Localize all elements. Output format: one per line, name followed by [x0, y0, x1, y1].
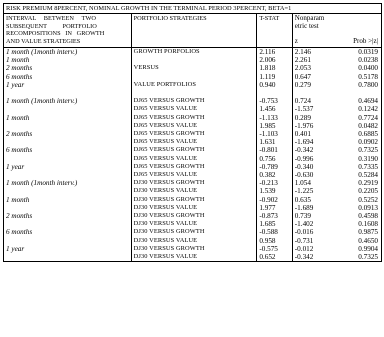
table-row	[4, 171, 382, 179]
tstat-cell: 0.958	[257, 237, 292, 245]
table-body	[4, 48, 382, 262]
prob-cell: 0.4694	[337, 97, 382, 105]
period-cell: 1 year	[4, 245, 132, 253]
z-cell: -1.225	[294, 187, 314, 196]
tstat-cell: -0.789	[257, 163, 292, 171]
period-cell: 1 month	[4, 114, 132, 122]
table-row	[4, 97, 382, 105]
z-cell: 0.289	[294, 113, 311, 122]
tstat-cell: 2.006	[257, 56, 292, 64]
table-title-row	[4, 4, 382, 14]
tstat-cell: 1.119	[257, 73, 292, 81]
strategy-cell	[131, 73, 257, 81]
prob-cell: 0.3190	[337, 155, 382, 163]
tstat-cell: 2.116	[257, 48, 292, 57]
table-row	[4, 179, 382, 187]
tstat-cell: -0.801	[257, 146, 292, 154]
z-cell: -1.537	[294, 105, 314, 114]
prob-cell: 0.9875	[337, 228, 382, 236]
period-cell: 2 months	[4, 64, 132, 72]
z-cell: -0.731	[294, 236, 314, 245]
tstat-cell: -0.213	[257, 179, 292, 187]
table-row	[4, 253, 382, 262]
prob-cell: 0.4598	[337, 212, 382, 220]
header-interval-line: SUBSEQUENT PORTFOLIO	[6, 22, 97, 30]
prob-cell: 0.0400	[337, 64, 382, 72]
tstat-cell: 1.977	[257, 204, 292, 212]
table-row	[4, 48, 382, 57]
tstat-cell: 0.940	[257, 81, 292, 89]
z-cell: 2.261	[294, 56, 311, 65]
z-cell: -1.402	[294, 220, 314, 229]
table-row	[4, 228, 382, 236]
strategy-cell: DJ65 VERSUS VALUE	[131, 105, 257, 113]
period-cell: 1 month	[4, 56, 132, 64]
header-interval-line: INTERVAL BETWEEN TWO	[6, 15, 96, 22]
z-cell: 2.146	[294, 48, 311, 56]
table-row	[4, 196, 382, 204]
strategy-cell: DJ30 VERSUS VALUE	[131, 204, 257, 212]
table-row	[4, 56, 382, 64]
tstat-cell: -1.133	[257, 114, 292, 122]
period-cell: 1 year	[4, 163, 132, 171]
period-cell	[4, 220, 132, 228]
period-cell	[4, 237, 132, 245]
header-z: z	[294, 37, 298, 46]
tstat-cell: 1.985	[257, 122, 292, 130]
z-cell: -0.996	[294, 154, 314, 163]
table-row	[4, 81, 382, 89]
z-cell	[292, 89, 337, 97]
table-row	[4, 237, 382, 245]
prob-cell	[337, 89, 382, 97]
z-cell: 0.724	[294, 97, 311, 106]
prob-cell: 0.1608	[337, 220, 382, 228]
tstat-cell: 1.539	[257, 187, 292, 195]
prob-cell: 0.0902	[337, 138, 382, 146]
period-cell	[4, 138, 132, 146]
prob-cell: 0.2919	[337, 179, 382, 187]
header-strategies: PORTFOLIO STRATEGIES	[131, 14, 257, 48]
table-row	[4, 220, 382, 228]
period-cell: 6 months	[4, 228, 132, 236]
z-cell: -0.342	[294, 146, 314, 155]
prob-cell: 0.2205	[337, 187, 382, 195]
table-row	[4, 204, 382, 212]
table-row	[4, 163, 382, 171]
z-cell: -1.694	[294, 138, 314, 147]
table-row	[4, 122, 382, 130]
header-interval-line: AND VALUE STRATEGIES	[6, 37, 81, 45]
z-cell: 1.054	[294, 179, 311, 188]
table-row	[4, 187, 382, 195]
prob-cell: 0.0238	[337, 56, 382, 64]
strategy-cell: DJ30 VERSUS GROWTH	[131, 228, 257, 236]
z-cell: -0.016	[294, 228, 314, 237]
period-cell: 1 month (1month interv.)	[4, 97, 132, 105]
header-nonparametric-line2: etric test	[294, 21, 319, 30]
table-row	[4, 73, 382, 81]
prob-cell: 0.7325	[337, 146, 382, 154]
tstat-cell: 0.652	[257, 253, 292, 262]
prob-cell: 0.5252	[337, 196, 382, 204]
strategy-cell: DJ30 VERSUS GROWTH	[131, 212, 257, 220]
prob-cell: 0.0913	[337, 204, 382, 212]
strategy-cell: DJ65 VERSUS VALUE	[131, 138, 257, 146]
z-cell: -0.630	[294, 171, 314, 180]
z-cell: -1.976	[294, 121, 314, 130]
z-cell: -0.012	[294, 244, 314, 253]
period-cell	[4, 89, 132, 97]
tstat-cell: 1.818	[257, 64, 292, 72]
tstat-cell: -0.902	[257, 196, 292, 204]
prob-cell: 0.9904	[337, 245, 382, 253]
tstat-cell: 1.456	[257, 105, 292, 113]
z-cell: -0.340	[294, 162, 314, 171]
strategy-cell: DJ65 VERSUS GROWTH	[131, 114, 257, 122]
strategy-cell: DJ65 VERSUS VALUE	[131, 171, 257, 179]
strategy-cell	[131, 89, 257, 97]
results-table	[3, 3, 382, 262]
table-row	[4, 245, 382, 253]
strategy-cell: VALUE PORTFOLIOS	[131, 81, 257, 89]
period-cell: 1 month (1month interv.)	[4, 179, 132, 187]
table-row	[4, 105, 382, 113]
z-cell: 0.401	[294, 130, 311, 139]
strategy-cell: DJ65 VERSUS VALUE	[131, 122, 257, 130]
prob-cell: 0.7800	[337, 81, 382, 89]
strategy-cell: DJ30 VERSUS VALUE	[131, 237, 257, 245]
header-nonparametric	[292, 14, 381, 48]
period-cell	[4, 155, 132, 163]
prob-cell: 0.5178	[337, 73, 382, 81]
z-cell: 2.053	[294, 64, 311, 73]
header-tstat: T-STAT	[257, 14, 292, 48]
period-cell	[4, 105, 132, 113]
period-cell: 1 month	[4, 196, 132, 204]
period-cell: 2 months	[4, 212, 132, 220]
table-row	[4, 155, 382, 163]
strategy-cell: DJ30 VERSUS VALUE	[131, 220, 257, 228]
period-cell	[4, 253, 132, 262]
table-row	[4, 89, 382, 97]
z-cell: 0.635	[294, 195, 311, 204]
tstat-cell: 1.631	[257, 138, 292, 146]
strategy-cell: DJ30 VERSUS GROWTH	[131, 245, 257, 253]
header-interval-line: RECOMPOSITIONS IN GROWTH	[6, 30, 105, 38]
period-cell: 6 months	[4, 73, 132, 81]
prob-cell: 0.4650	[337, 237, 382, 245]
tstat-cell: 0.382	[257, 171, 292, 179]
z-cell: -1.689	[294, 203, 314, 212]
period-cell: 2 months	[4, 130, 132, 138]
table-row	[4, 64, 382, 72]
prob-cell: 0.7325	[337, 253, 382, 262]
tstat-cell: -0.873	[257, 212, 292, 220]
table-page	[3, 3, 382, 262]
z-cell: 0.739	[294, 212, 311, 221]
prob-cell: 0.5284	[337, 171, 382, 179]
period-cell: 1 month (1month interv.)	[4, 48, 132, 57]
prob-cell: 0.1242	[337, 105, 382, 113]
period-cell	[4, 171, 132, 179]
header-interval	[4, 14, 132, 48]
header-row	[4, 14, 382, 48]
strategy-cell: DJ65 VERSUS GROWTH	[131, 163, 257, 171]
z-cell: 0.647	[294, 72, 311, 81]
table-row	[4, 146, 382, 154]
table-row	[4, 138, 382, 146]
period-cell	[4, 122, 132, 130]
prob-cell: 0.7335	[337, 163, 382, 171]
strategy-cell: DJ65 VERSUS GROWTH	[131, 130, 257, 138]
strategy-cell: DJ30 VERSUS GROWTH	[131, 196, 257, 204]
header-nonparametric-line1: Nonparam	[294, 14, 325, 22]
strategy-cell: GROWTH PORFOLIOS	[131, 48, 257, 57]
prob-cell: 0.0482	[337, 122, 382, 130]
header-prob: Prob >|z|	[353, 37, 378, 46]
table-title: RISK PREMIUM 8PERCENT, NOMINAL GROWTH IN THE TERMINAL PERIOD 3PERCENT, BETA=1	[4, 4, 382, 14]
tstat-cell: -0.575	[257, 245, 292, 253]
period-cell: 6 months	[4, 146, 132, 154]
strategy-cell: DJ30 VERSUS VALUE	[131, 253, 257, 262]
tstat-cell: -1.103	[257, 130, 292, 138]
period-cell	[4, 187, 132, 195]
table-row	[4, 212, 382, 220]
tstat-cell: 1.685	[257, 220, 292, 228]
tstat-cell	[257, 89, 292, 97]
strategy-cell: DJ65 VERSUS GROWTH	[131, 97, 257, 105]
tstat-cell: -0.588	[257, 228, 292, 236]
tstat-cell: -0.753	[257, 97, 292, 105]
z-cell: 0.279	[294, 80, 311, 89]
z-cell: -0.342	[292, 253, 337, 262]
prob-cell: 0.6885	[337, 130, 382, 138]
strategy-cell: DJ65 VERSUS VALUE	[131, 155, 257, 163]
strategy-cell: DJ30 VERSUS GROWTH	[131, 179, 257, 187]
strategy-cell: DJ65 VERSUS GROWTH	[131, 146, 257, 154]
tstat-cell: 0.756	[257, 155, 292, 163]
strategy-cell	[131, 56, 257, 64]
table-row	[4, 130, 382, 138]
period-cell: 1 year	[4, 81, 132, 89]
strategy-cell: DJ30 VERSUS VALUE	[131, 187, 257, 195]
prob-cell: 0.7724	[337, 114, 382, 122]
period-cell	[4, 204, 132, 212]
strategy-cell: VERSUS	[131, 64, 257, 72]
prob-cell: 0.0319	[337, 48, 382, 57]
table-row	[4, 114, 382, 122]
